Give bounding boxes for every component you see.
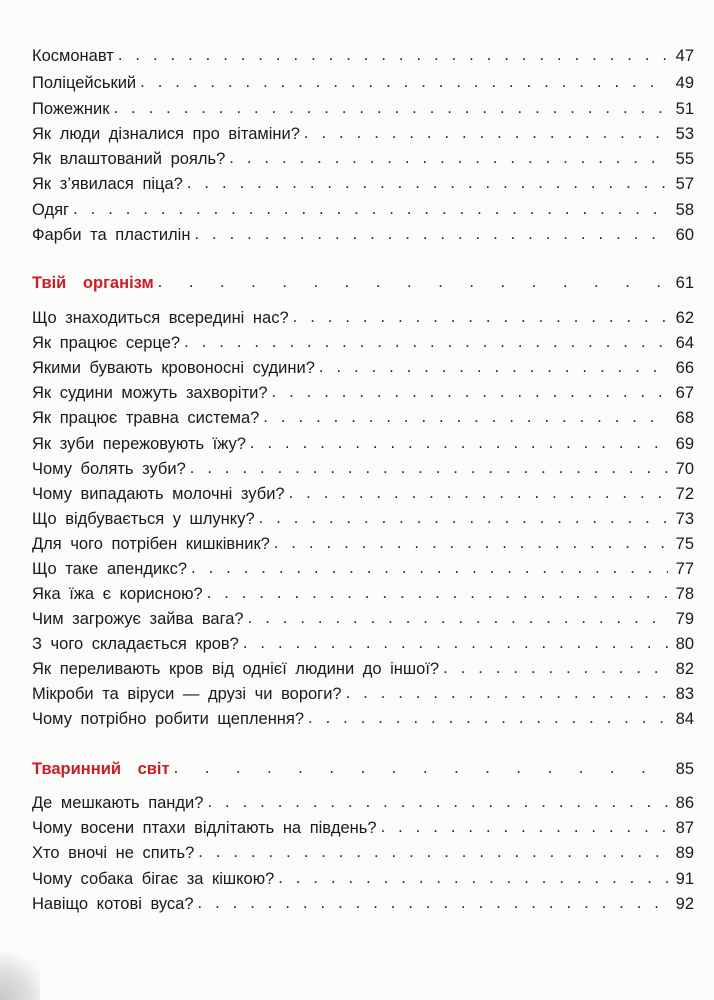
- toc-entry-page: 62: [675, 309, 694, 327]
- toc-entry-title: Фарби та пластилін: [32, 226, 191, 244]
- toc-entry-title: Що відбувається у шлунку?: [32, 510, 255, 528]
- section-heading-animals[interactable]: [32, 757, 694, 781]
- section-page: 85: [675, 760, 694, 778]
- toc-entry[interactable]: [32, 172, 694, 196]
- section-title: Твій організм: [32, 274, 154, 292]
- toc-entry[interactable]: [32, 582, 694, 606]
- toc-entry[interactable]: [32, 557, 694, 581]
- toc-entry-title: Поліцейський: [32, 74, 137, 92]
- toc-entry-title: Як працює травна система?: [32, 409, 260, 427]
- toc-entry-page: 47: [675, 47, 694, 65]
- dot-leader: [118, 43, 668, 67]
- toc-entry-page: 80: [675, 635, 694, 653]
- toc-entry-title: Як судини можуть захворіти?: [32, 384, 268, 402]
- dot-leader: [198, 840, 668, 864]
- toc-entry-title: Чому болять зуби?: [32, 460, 186, 478]
- toc-entry[interactable]: [32, 791, 694, 815]
- toc-entry-title: Як працює серце?: [32, 334, 181, 352]
- toc-entry[interactable]: [32, 331, 694, 355]
- toc-entry-page: 78: [675, 585, 694, 603]
- dot-leader: [308, 706, 668, 730]
- toc-entry[interactable]: [32, 841, 694, 865]
- dot-leader: [194, 222, 668, 246]
- toc-entry-page: 75: [675, 535, 694, 553]
- toc-entry-page: 86: [675, 794, 694, 812]
- toc-entry-title: Де мешкають панди?: [32, 794, 204, 812]
- toc-entry-title: Якими бувають кровоносні судини?: [32, 359, 315, 377]
- dot-leader: [293, 305, 668, 329]
- toc-entry-page: 51: [675, 100, 694, 118]
- toc-entry-page: 77: [675, 560, 694, 578]
- dot-leader: [207, 790, 668, 814]
- toc-entry-page: 64: [675, 334, 694, 352]
- toc-entry-page: 55: [675, 150, 694, 168]
- dot-leader: [346, 681, 668, 705]
- toc-entry[interactable]: [32, 867, 694, 891]
- toc-entry-title: Одяг: [32, 201, 70, 219]
- section-heading-organism[interactable]: [32, 271, 694, 295]
- toc-entry[interactable]: [32, 657, 694, 681]
- toc-entry[interactable]: [32, 682, 694, 706]
- toc-entry-title: Як люди дізналися про вітаміни?: [32, 125, 300, 143]
- page-corner-shadow: [0, 940, 40, 1000]
- toc-entry-title: Чому восени птахи відлітають на південь?: [32, 819, 377, 837]
- toc-entry-title: Що таке апендикс?: [32, 560, 188, 578]
- toc-entry-page: 67: [675, 384, 694, 402]
- dot-leader: [381, 815, 668, 839]
- toc-entry[interactable]: [32, 223, 694, 247]
- toc-entry-page: 82: [675, 660, 694, 678]
- dot-leader: [304, 121, 668, 145]
- toc-entry-page: 70: [675, 460, 694, 478]
- toc-entry[interactable]: [32, 44, 694, 68]
- toc-entry[interactable]: [32, 381, 694, 405]
- toc-entry-page: 92: [675, 895, 694, 913]
- toc-entry-title: Чим загрожує зайва вага?: [32, 610, 244, 628]
- toc-entry[interactable]: [32, 97, 694, 121]
- toc-entry-page: 69: [675, 435, 694, 453]
- toc-entry-title: Що знаходиться всередині нас?: [32, 309, 289, 327]
- toc-entry-title: Як з’явилася піца?: [32, 175, 183, 193]
- toc-entry-page: 89: [675, 844, 694, 862]
- toc-entry[interactable]: [32, 306, 694, 330]
- toc-entry[interactable]: [32, 71, 694, 95]
- toc-entry-page: 91: [675, 870, 694, 888]
- dot-leader: [278, 866, 668, 890]
- dot-leader: [243, 631, 668, 655]
- toc-entry-page: 60: [675, 226, 694, 244]
- toc-entry[interactable]: [32, 432, 694, 456]
- dot-leader: [158, 270, 668, 294]
- toc-entry-page: 66: [675, 359, 694, 377]
- toc-entry[interactable]: [32, 482, 694, 506]
- toc-entry-page: 84: [675, 710, 694, 728]
- toc-entry-title: Навіщо котові вуса?: [32, 895, 194, 913]
- dot-leader: [190, 456, 668, 480]
- toc-entry[interactable]: [32, 406, 694, 430]
- toc-entry-title: Хто вночі не спить?: [32, 844, 195, 862]
- toc-entry[interactable]: [32, 122, 694, 146]
- dot-leader: [272, 380, 668, 404]
- toc-entry-title: Яка їжа є корисною?: [32, 585, 203, 603]
- toc-entry-title: Як влаштований рояль?: [32, 150, 226, 168]
- toc-entry-page: 68: [675, 409, 694, 427]
- toc-entry-page: 73: [675, 510, 694, 528]
- toc-entry[interactable]: [32, 532, 694, 556]
- dot-leader: [289, 481, 668, 505]
- toc-entry-page: 49: [675, 74, 694, 92]
- dot-leader: [187, 171, 668, 195]
- dot-leader: [191, 556, 668, 580]
- toc-entry-title: Пожежник: [32, 100, 110, 118]
- toc-entry-page: 87: [675, 819, 694, 837]
- toc-entry-title: Мікроби та віруси — друзі чи вороги?: [32, 685, 342, 703]
- toc-entry-page: 79: [675, 610, 694, 628]
- toc-entry[interactable]: [32, 507, 694, 531]
- dot-leader: [259, 506, 668, 530]
- dot-leader: [113, 96, 668, 120]
- dot-leader: [263, 405, 668, 429]
- toc-entry[interactable]: [32, 816, 694, 840]
- toc-entry[interactable]: [32, 356, 694, 380]
- toc-entry[interactable]: [32, 707, 694, 731]
- dot-leader: [140, 70, 668, 94]
- dot-leader: [319, 355, 668, 379]
- toc-entry-title: Чому випадають молочні зуби?: [32, 485, 285, 503]
- toc-entry-page: 53: [675, 125, 694, 143]
- toc-entry-page: 57: [675, 175, 694, 193]
- toc-entry-page: 83: [675, 685, 694, 703]
- toc-entry[interactable]: [32, 607, 694, 631]
- section-title: Тваринний світ: [32, 760, 170, 778]
- toc-entry-title: Як переливають кров від однієї людини до іншої?: [32, 660, 440, 678]
- toc-entry-title: Чому собака бігає за кішкою?: [32, 870, 275, 888]
- section-page: 61: [675, 274, 694, 292]
- dot-leader: [274, 531, 668, 555]
- dot-leader: [198, 891, 668, 915]
- toc-entry[interactable]: [32, 457, 694, 481]
- toc-entry[interactable]: [32, 147, 694, 171]
- dot-leader: [207, 581, 668, 605]
- dot-leader: [174, 756, 668, 780]
- toc-entry-title: Для чого потрібен кишківник?: [32, 535, 270, 553]
- dot-leader: [443, 656, 668, 680]
- toc-entry[interactable]: [32, 198, 694, 222]
- toc-entry-page: 58: [675, 201, 694, 219]
- toc-entry-title: Як зуби пережовують їжу?: [32, 435, 246, 453]
- toc-entry-page: 72: [675, 485, 694, 503]
- toc-entry[interactable]: [32, 632, 694, 656]
- toc-entry-title: Космонавт: [32, 47, 114, 65]
- toc-entry[interactable]: [32, 892, 694, 916]
- dot-leader: [250, 431, 668, 455]
- dot-leader: [73, 197, 668, 221]
- dot-leader: [229, 146, 668, 170]
- dot-leader: [248, 606, 668, 630]
- toc-entry-title: З чого складається кров?: [32, 635, 239, 653]
- toc-entry-title: Чому потрібно робити щеплення?: [32, 710, 305, 728]
- dot-leader: [184, 330, 668, 354]
